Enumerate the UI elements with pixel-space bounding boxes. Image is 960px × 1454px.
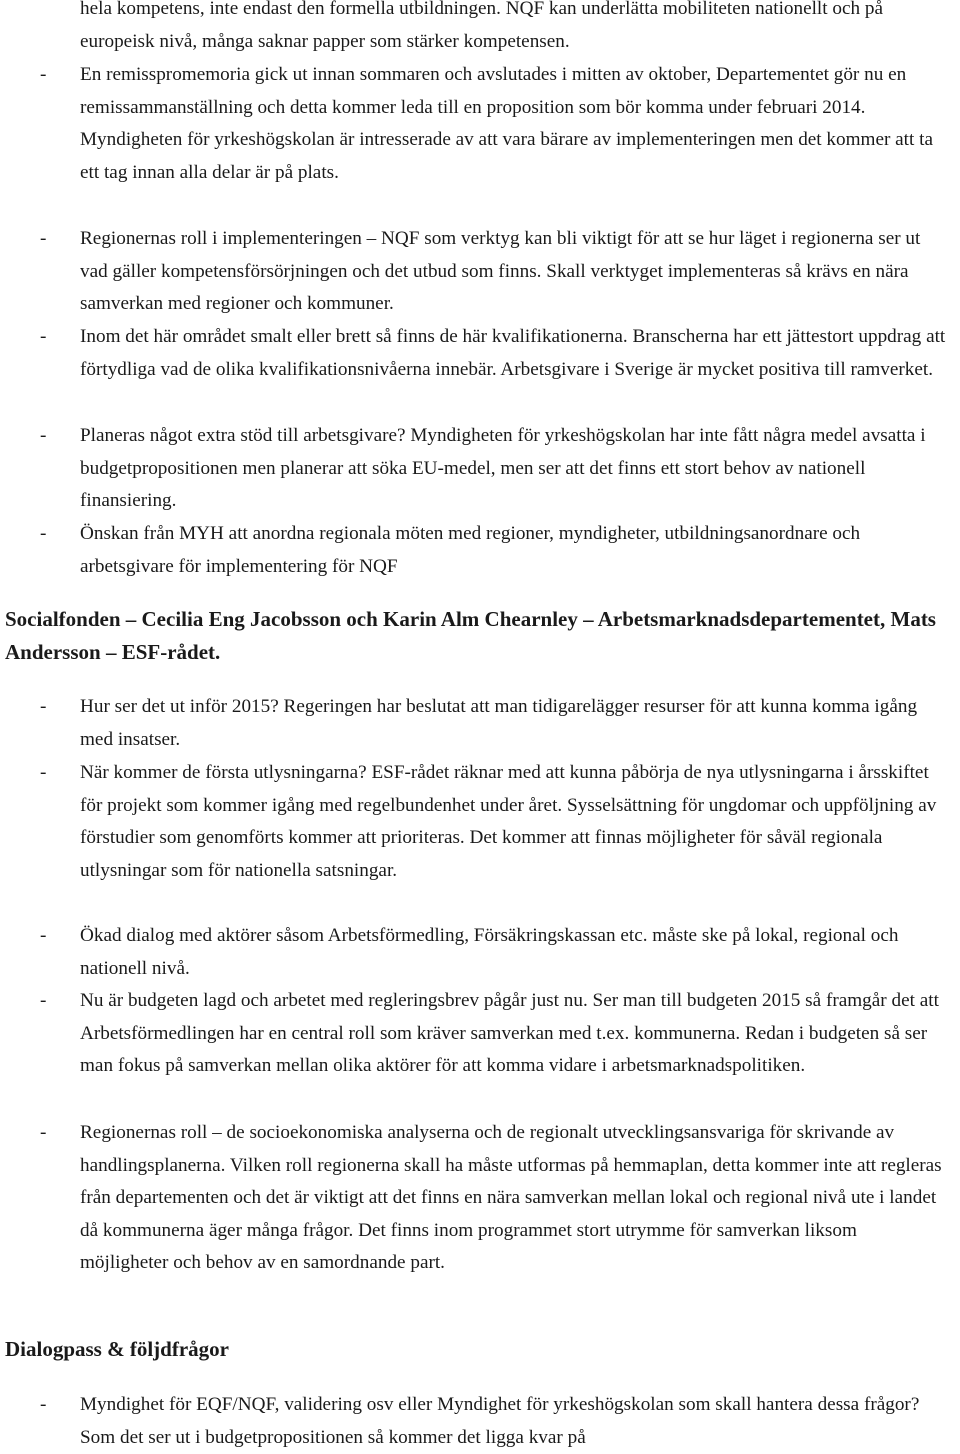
list-item-text: Ökad dialog med aktörer såsom Arbetsförmedling, Försäkringskassan etc. måste ske på lokal, regional och nationell nivå.	[80, 925, 899, 979]
bullet-dash: -	[40, 425, 47, 446]
list-item-text: Hur ser det ut inför 2015? Regeringen har beslutat att man tidigarelägger resurser för att kunna komma igång med insatser.	[80, 696, 918, 750]
bullet-dash: -	[40, 990, 47, 1011]
list-item-text: Myndighet för EQF/NQF, validering osv eller Myndighet för yrkeshögskolan som skall hantera dessa frågor? Som det ser ut i budgetpropositionen så kommer det ligga kvar på	[80, 1394, 920, 1448]
bullet-dash: -	[40, 762, 47, 783]
list-item-text: När kommer de första utlysningarna? ESF-rådet räknar med att kunna påbörja de nya utlysningarna i årsskiftet för projekt som kommer igång med regelbundenhet under året. Sysselsättning för ungdomar och uppföljning av förstudier som genomförts kommer att prioriteras. Det kommer att finnas möjligheter för såväl regionala utlysningar som för nationella satsningar.	[80, 762, 937, 881]
list-item-text: Inom det här området smalt eller brett så finns de här kvalifikationerna. Branscherna har ett jättestort uppdrag att förtydliga vad de olika kvalifikationsnivåerna innebär. Arbetsgivare i Sverige är mycket positiva till ramverket.	[80, 326, 946, 380]
section-heading-socialfonden: Socialfonden – Cecilia Eng Jacobsson och Karin Alm Chearnley – Arbetsmarknadsdepartementet, Mats Andersson – ESF-rådet.	[5, 607, 936, 664]
section-heading-dialogpass: Dialogpass & följdfrågor	[5, 1337, 229, 1361]
list-item-text: Regionernas roll – de socioekonomiska analyserna och de regionalt utvecklingsansvariga för skrivande av handlingsplanerna. Vilken roll regionerna skall ha måste utformas på hemmaplan, detta kommer inte att regleras från departementen och det är viktigt att det finns en nära samverkan mellan lokal och regional nivå ute i landet då kommunerna äger många frågor. Det finns inom programmet stort utrymme för samverkan liksom möjligheter och behov av en samordnande part.	[80, 1122, 942, 1274]
bullet-dash: -	[40, 925, 47, 946]
bullet-dash: -	[40, 326, 47, 347]
list-item-text: Nu är budgeten lagd och arbetet med regleringsbrev pågår just nu. Ser man till budgeten 2015 så framgår det att Arbetsförmedlingen har en central roll som kräver samverkan med t.ex. kommunerna. Redan i budgeten så ser man fokus på samverkan mellan olika aktörer för att komma vidare i arbetsmarknadspolitiken.	[80, 990, 939, 1077]
bullet-dash: -	[40, 523, 47, 544]
bullet-dash: -	[40, 1122, 47, 1143]
bullet-dash: -	[40, 696, 47, 717]
bullet-dash: -	[40, 1394, 47, 1415]
continuation-paragraph: hela kompetens, inte endast den formella utbildningen. NQF kan underlätta mobiliteten nationellt och på europeisk nivå, många saknar papper som stärker kompetensen.	[80, 0, 883, 52]
list-item-text: Planeras något extra stöd till arbetsgivare? Myndigheten för yrkeshögskolan har inte fått några medel avsatta i budgetpropositionen men planerar att söka EU-medel, men ser att det finns ett stort behov av nationell finansiering.	[80, 425, 926, 512]
bullet-dash: -	[40, 64, 47, 85]
list-item-text: En remisspromemoria gick ut innan sommaren och avslutades i mitten av oktober, Departementet gör nu en remissammanställning och detta kommer leda till en proposition som bör komma under februari 2014. Myndigheten för yrkeshögskolan är intresserade av att vara bärare av implementeringen men det kommer att ta ett tag innan alla delar är på plats.	[80, 64, 933, 183]
bullet-dash: -	[40, 228, 47, 249]
list-item-text: Önskan från MYH att anordna regionala möten med regioner, myndigheter, utbildningsanordnare och arbetsgivare för implementering för NQF	[80, 523, 861, 577]
list-item-text: Regionernas roll i implementeringen – NQF som verktyg kan bli viktigt för att se hur läget i regionerna ser ut vad gäller kompetensförsörjningen och det utbud som finns. Skall verktyget implementeras så krävs en nära samverkan med regioner och kommuner.	[80, 228, 921, 315]
